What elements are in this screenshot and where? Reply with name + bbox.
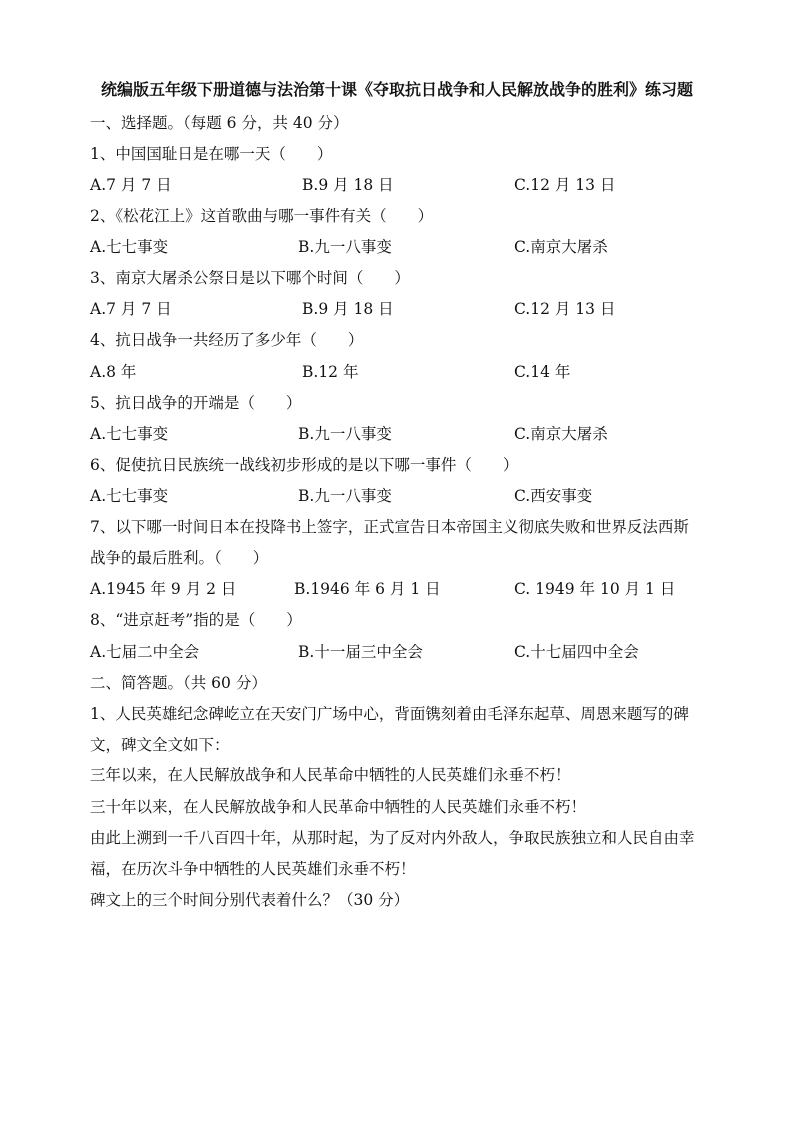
question-1-options bbox=[90, 174, 712, 196]
section-heading-short-answer: 二、简答题。（共 60 分） bbox=[90, 674, 267, 692]
option-c: C.14 年 bbox=[514, 363, 571, 381]
option-a: A.8 年 bbox=[90, 363, 137, 381]
option-b: B.1946 年 6 月 1 日 bbox=[294, 580, 441, 598]
question-2: 2、《松花江上》这首歌曲与哪一事件有关（ ） bbox=[90, 207, 434, 225]
option-b: B.九一八事变 bbox=[298, 238, 392, 256]
option-a: A.7 月 7 日 bbox=[90, 176, 172, 194]
option-b: B.九一八事变 bbox=[298, 425, 392, 443]
question-7-line-1: 7、以下哪一时间日本在投降书上签字，正式宣告日本帝国主义彻底失败和世界反法西斯 bbox=[90, 518, 689, 536]
question-7-line-2: 战争的最后胜利。（ ） bbox=[90, 549, 269, 567]
option-a: A.七七事变 bbox=[90, 238, 169, 256]
section-heading-choice: 一、选择题。（每题 6 分，共 40 分） bbox=[90, 114, 349, 132]
option-c: C. 1949 年 10 月 1 日 bbox=[514, 580, 676, 598]
option-a: A.七七事变 bbox=[90, 487, 169, 505]
page-title: 统编版五年级下册道德与法治第十课《夺取抗日战争和人民解放战争的胜利》练习题 bbox=[100, 80, 693, 99]
question-5-options bbox=[90, 423, 712, 445]
option-c: C.12 月 13 日 bbox=[514, 176, 616, 194]
question-5: 5、抗日战争的开端是（ ） bbox=[90, 394, 302, 412]
question-8: 8、“进京赶考”指的是（ ） bbox=[90, 611, 302, 629]
option-c: C.十七届四中全会 bbox=[514, 643, 639, 661]
option-b: B.9 月 18 日 bbox=[302, 300, 394, 318]
question-4: 4、抗日战争一共经历了多少年（ ） bbox=[90, 331, 364, 349]
question-2-options bbox=[90, 236, 712, 258]
option-a: A.1945 年 9 月 2 日 bbox=[90, 580, 237, 598]
option-c: C.12 月 13 日 bbox=[514, 300, 616, 318]
inscription-line-2: 三十年以来，在人民解放战争和人民革命中牺牲的人民英雄们永垂不朽！ bbox=[90, 798, 587, 816]
question-6: 6、促使抗日民族统一战线初步形成的是以下哪一事件（ ） bbox=[90, 456, 519, 474]
option-c: C.南京大屠杀 bbox=[514, 238, 608, 256]
inscription-line-1: 三年以来，在人民解放战争和人民革命中牺牲的人民英雄们永垂不朽！ bbox=[90, 766, 571, 784]
short-answer-question-1-intro: 1、人民英雄纪念碑屹立在天安门广场中心，背面镌刻着由毛泽东起草、周恩来题写的碑文，碑文全文如下： bbox=[90, 705, 689, 754]
option-b: B.9 月 18 日 bbox=[302, 176, 394, 194]
option-a: A.7 月 7 日 bbox=[90, 300, 172, 318]
inscription-line-3: 由此上溯到一千八百四十年，从那时起，为了反对内外敌人，争取民族独立和人民自由幸福，在历次斗争中牺牲的人民英雄们永垂不朽！ bbox=[90, 829, 695, 878]
option-b: B.十一届三中全会 bbox=[298, 643, 423, 661]
question-1: 1、中国国耻日是在哪一天（ ） bbox=[90, 145, 333, 163]
question-6-options bbox=[90, 485, 712, 507]
option-b: B.12 年 bbox=[302, 363, 359, 381]
option-c: C.南京大屠杀 bbox=[514, 425, 608, 443]
question-7-options bbox=[90, 578, 712, 600]
option-a: A.七七事变 bbox=[90, 425, 169, 443]
short-answer-question-1-ask: 碑文上的三个时间分别代表着什么？（30 分） bbox=[90, 891, 410, 909]
option-c: C.西安事变 bbox=[514, 487, 593, 505]
question-4-options bbox=[90, 361, 712, 383]
option-b: B.九一八事变 bbox=[298, 487, 392, 505]
option-a: A.七届二中全会 bbox=[90, 643, 200, 661]
question-3-options bbox=[90, 298, 712, 320]
question-8-options bbox=[90, 641, 712, 663]
question-3: 3、南京大屠杀公祭日是以下哪个时间（ ） bbox=[90, 269, 410, 287]
